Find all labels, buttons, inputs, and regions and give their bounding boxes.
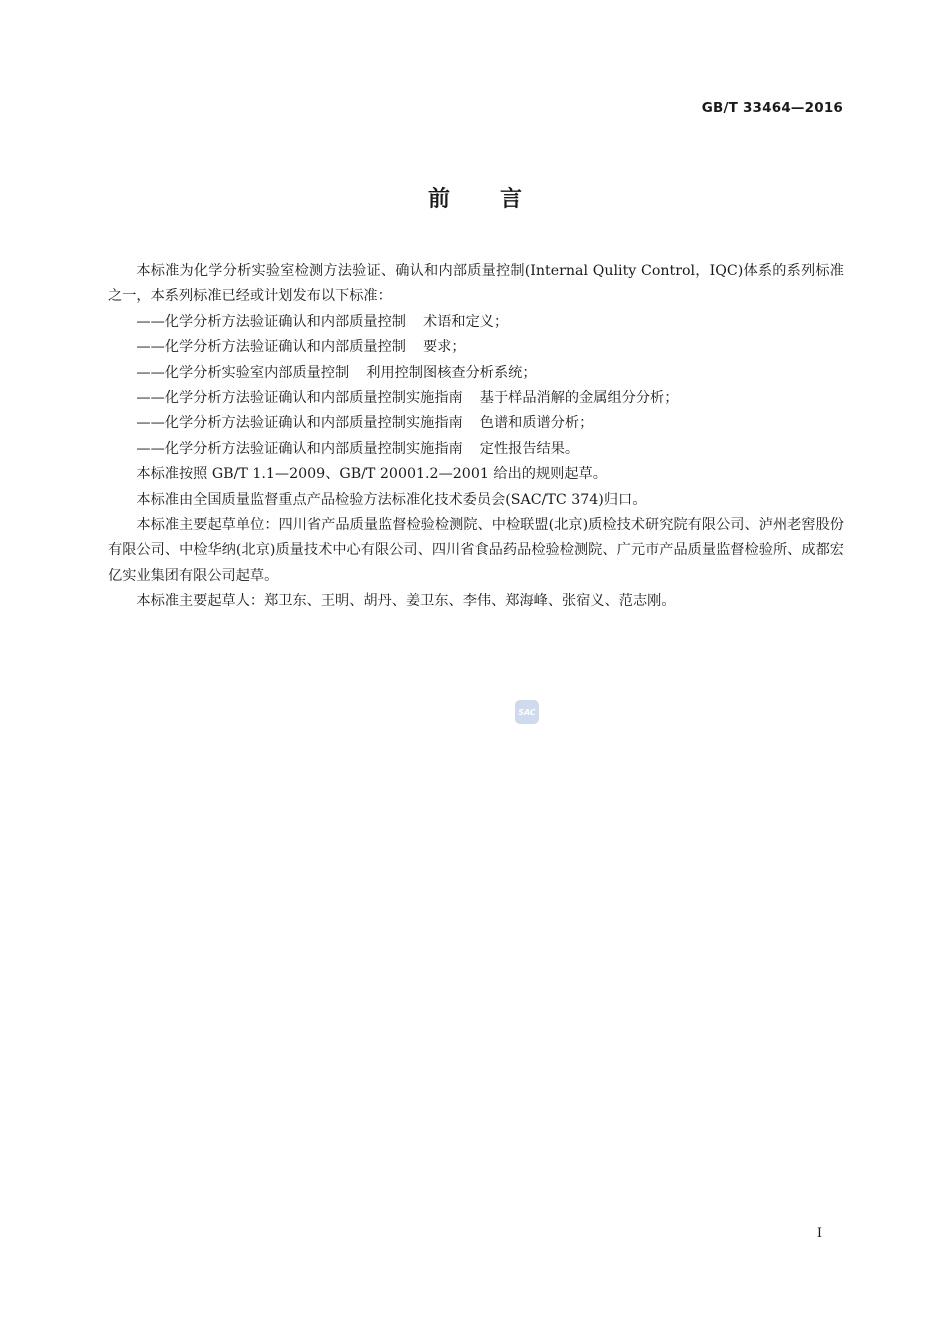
list-item — [108, 361, 844, 386]
list-item-main: ——化学分析实验室内部质量控制 — [136, 364, 350, 381]
list-item-sub: 定性报告结果。 — [479, 440, 580, 457]
committee-paragraph: 本标准由全国质量监督重点产品检验方法标准化技术委员会(SAC/TC 374)归口。 — [136, 491, 647, 508]
list-item-sub: 术语和定义； — [423, 313, 509, 330]
list-item — [108, 310, 844, 335]
list-item — [108, 335, 844, 360]
list-item-main: ——化学分析方法验证确认和内部质量控制 — [136, 313, 406, 330]
standard-number-header: GB/T 33464—2016 — [701, 100, 843, 116]
sac-watermark-logo: SAC — [515, 700, 539, 724]
intro-paragraph: 本标准为化学分析实验室检测方法验证、确认和内部质量控制(Internal Qulity Control，IQC)体系的系列标准之一，本系列标准已经或计划发布以下标准： — [108, 263, 844, 305]
drafting-rules-paragraph: 本标准按照 GB/T 1.1—2009、GB/T 20001.2—2001 给出的规则起草。 — [136, 466, 607, 483]
list-item-main: ——化学分析方法验证确认和内部质量控制实施指南 — [136, 390, 463, 407]
list-item-sub: 色谱和质谱分析； — [479, 415, 594, 432]
list-item — [108, 437, 844, 462]
drafters-paragraph: 本标准主要起草人：郑卫东、王明、胡丹、姜卫东、李伟、郑海峰、张宿义、范志刚。 — [136, 593, 676, 610]
list-item — [108, 386, 844, 411]
document-body — [108, 259, 844, 615]
page-title: 前言 — [427, 187, 572, 212]
list-item-sub: 要求； — [423, 339, 466, 356]
list-item-main: ——化学分析方法验证确认和内部质量控制 — [136, 339, 406, 356]
drafting-units-paragraph: 本标准主要起草单位：四川省产品质量监督检验检测院、中检联盟(北京)质检技术研究院有限公司、泸州老窖股份有限公司、中检华纳(北京)质量技术中心有限公司、四川省食品药品检验检测院、广元市产品质量监督检验所、成都宏亿实业集团有限公司起草。 — [108, 517, 844, 584]
list-item-sub: 利用控制图核查分析系统； — [366, 364, 537, 381]
page-number: I — [816, 1226, 822, 1241]
list-item-sub: 基于样品消解的金属组分分析； — [479, 390, 679, 407]
list-item — [108, 411, 844, 436]
list-item-main: ——化学分析方法验证确认和内部质量控制实施指南 — [136, 415, 463, 432]
list-item-main: ——化学分析方法验证确认和内部质量控制实施指南 — [136, 440, 463, 457]
